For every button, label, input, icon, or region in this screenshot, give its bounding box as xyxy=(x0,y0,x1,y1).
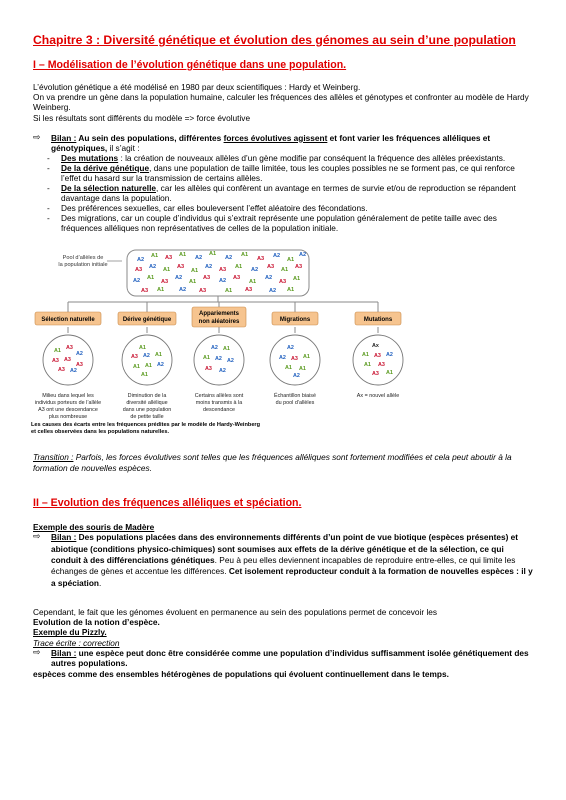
allele-label: A1 xyxy=(163,267,171,274)
list-item: - Des migrations, car un couple d’individus qui s’extrait représente une population généralement de petite taille avec des fréquences alléliques non représentatives de celles de la population initiale. xyxy=(47,213,533,233)
allele-label: A1 xyxy=(179,252,187,259)
allele-label: A3 xyxy=(58,367,65,374)
paragraph-species: Cependant, le fait que les génomes évoluent en permanence au sein des populations permet de concevoir les xyxy=(33,606,438,617)
allele-label: A3 xyxy=(372,371,379,378)
pool-label: Pool d’allèles de xyxy=(62,255,104,262)
intro-line: L’évolution génétique a été modélisé en 1980 par deux scientifiques : Hardy et Weinberg. xyxy=(33,82,361,92)
allele-label: A1 xyxy=(287,257,295,264)
allele-label: A2 xyxy=(143,353,150,360)
allele-label: A1 xyxy=(299,366,306,373)
caption-line: moins transmis à la xyxy=(195,400,243,407)
allele-label: A1 xyxy=(209,251,217,258)
bilan-2: ⇨ Bilan : Des populations placées dans des environnements différents d’un point de vue biotique (espèces présentes) et abiotique (conditions physico-chimiques) sont soumises aux effets de la dérive génétique et de la sélection, ce qui conduit à des différenciations génétiques. Peu à peu elles deviennent incapables de reproduire entre-elles, ce qui limite les échanges de gènes et accentue les différences. Cet isolement reproducteur conduit à la formation de nouvelles espèces : il y a spéciation. xyxy=(33,531,533,588)
allele-label: A2 xyxy=(76,351,83,358)
allele-label: A2 xyxy=(205,264,213,271)
arrow-right-icon: ⇨ xyxy=(33,131,41,142)
allele-label: A1 xyxy=(189,279,197,286)
allele-label: A1 xyxy=(157,287,165,294)
allele-label: A3 xyxy=(52,358,59,365)
evolution-forces-figure xyxy=(29,247,533,440)
allele-label: A2 xyxy=(195,255,203,262)
allele-label: A2 xyxy=(386,352,393,359)
allele-label: A3 xyxy=(161,279,169,286)
intro-line: On va prendre un gène dans la population humaine, calculer les fréquences des allèles et génotypes et confronter au modèle de Hardy Weinberg. xyxy=(33,92,529,113)
paragraph-species-bold: Evolution de la notion d’espèce. xyxy=(33,617,160,628)
pool-label: la population initiale xyxy=(58,262,108,269)
allele-label: A2 xyxy=(211,345,218,352)
allele-label: A3 xyxy=(141,288,149,295)
allele-label: A2 xyxy=(133,278,141,285)
allele-label: A1 xyxy=(147,275,155,282)
list-item: - De la sélection naturelle, car les allèles qui confèrent un avantage en termes de survie et/ou de reproduction se répandent davantage dans la population. xyxy=(47,183,533,203)
allele-label: A3 xyxy=(374,353,381,360)
chapter-title: Chapitre 3 : Diversité génétique et évolution des génomes au sein d’une population xyxy=(33,33,516,47)
allele-label: A1 xyxy=(225,288,233,295)
allele-label: A3 xyxy=(205,366,212,373)
allele-label: A3 xyxy=(291,356,298,363)
allele-label: A1 xyxy=(141,372,148,379)
trace-ecrite: Trace écrite : correction xyxy=(33,637,120,648)
allele-label: A3 xyxy=(233,275,241,282)
allele-label: A1 xyxy=(362,352,369,359)
allele-label: A2 xyxy=(269,288,277,295)
figure-footnote: Les causes des écarts entre les fréquences prédites par le modèle de Hardy-Weinberg xyxy=(31,422,261,429)
document-page xyxy=(33,33,533,679)
evolutive-forces-list xyxy=(33,153,533,233)
allele-label: A3 xyxy=(76,362,83,369)
bilan-1: ⇨ Bilan : Au sein des populations, différentes forces évolutives agissent et font varier les fréquences alléliques et génotypiques, il s’agit : xyxy=(33,131,491,154)
allele-label: A2 xyxy=(299,252,307,259)
arrow-right-icon: ⇨ xyxy=(33,531,41,542)
allele-label: A1 xyxy=(241,252,249,259)
caption-line: plus nombreuse xyxy=(48,414,88,421)
allele-label: A2 xyxy=(70,368,77,375)
force-label-mating: non aléatoires xyxy=(198,319,240,326)
list-item: - De la dérive génétique, dans une population de taille limitée, tous les couples possibles ne se forment pas, ce qui renforce l’effet du hasard sur la transmission de certains allèles. xyxy=(47,163,533,183)
allele-label: A2 xyxy=(287,345,294,352)
allele-label: A1 xyxy=(285,365,292,372)
intro-line: Si les résultats sont différents du modèle => force évolutive xyxy=(33,112,251,123)
allele-label: A1 xyxy=(139,345,146,352)
caption-line: descendance xyxy=(202,407,236,414)
allele-label: A1 xyxy=(235,264,243,271)
allele-label: A2 xyxy=(251,267,259,274)
example-pizzly: Exemple du Pizzly. xyxy=(33,627,107,638)
allele-label: A3 xyxy=(279,279,287,286)
captions xyxy=(35,392,399,420)
allele-label: A2 xyxy=(293,373,300,380)
allele-label: A1 xyxy=(364,362,371,369)
allele-label: A2 xyxy=(175,275,183,282)
allele-label: A2 xyxy=(225,255,233,262)
allele-label: A3 xyxy=(257,256,265,263)
force-label-mating: Appariements xyxy=(198,311,240,318)
allele-label: A2 xyxy=(227,358,234,365)
allele-label: Ax xyxy=(372,343,379,350)
caption-line: individus porteurs de l’allèle xyxy=(34,400,102,407)
force-label-selection: Sélection naturelle xyxy=(41,317,95,324)
section-2-heading: II – Evolution des fréquences alléliques et spéciation. xyxy=(33,497,302,510)
caption-line: dans une population xyxy=(122,407,172,414)
allele-label: A1 xyxy=(203,355,210,362)
allele-label: A2 xyxy=(219,368,226,375)
result-circles xyxy=(43,335,403,385)
final-line: espèces comme des ensembles hétérogènes de populations qui évoluent continuellement dans le temps. xyxy=(33,669,449,680)
example-madeira: Exemple des souris de Madère xyxy=(33,522,155,533)
allele-label: A1 xyxy=(191,268,199,275)
section-1-intro xyxy=(33,82,533,123)
force-label-mutations: Mutations xyxy=(363,317,393,324)
list-item: - Des mutations : la création de nouveaux allèles d’un gène modifie par conséquent la fréquence des allèles préexistants. xyxy=(47,153,533,163)
allele-label: A3 xyxy=(177,264,185,271)
caption-line: Échantillon biaisé xyxy=(274,393,316,400)
force-label-drift: Dérive génétique xyxy=(122,317,172,324)
caption-line: Diminution de la xyxy=(127,393,167,400)
allele-label: A3 xyxy=(219,267,227,274)
caption-line: Certains allèles sont xyxy=(194,393,244,400)
caption-line: A3 ont une descendance xyxy=(38,407,98,414)
allele-label: A2 xyxy=(279,355,286,362)
caption-line: du pool d’allèles xyxy=(275,400,315,407)
allele-label: A2 xyxy=(273,253,281,260)
allele-label: A2 xyxy=(265,275,273,282)
allele-label: A1 xyxy=(293,276,301,283)
allele-label: A3 xyxy=(245,287,253,294)
allele-label: A3 xyxy=(131,354,138,361)
allele-label: A1 xyxy=(303,354,310,361)
allele-label: A1 xyxy=(223,346,230,353)
allele-label: A1 xyxy=(133,364,140,371)
allele-label: A1 xyxy=(281,267,289,274)
allele-label: A1 xyxy=(151,253,159,260)
caption-line: de petite taille xyxy=(130,414,164,421)
allele-label: A3 xyxy=(267,264,275,271)
transition-text: Transition : Parfois, les forces évolutives sont telles que les fréquences alléliques sont fortement modifiées et cela peut aboutir à la formation de nouvelles espèces. xyxy=(33,452,512,474)
allele-label: A3 xyxy=(378,362,385,369)
caption-line: diversité allélique xyxy=(126,400,168,407)
allele-label: A3 xyxy=(165,255,173,262)
allele-label: A2 xyxy=(137,257,145,264)
allele-label: A2 xyxy=(219,278,227,285)
allele-label: A1 xyxy=(155,352,162,359)
allele-label: A1 xyxy=(145,363,152,370)
allele-label: A1 xyxy=(54,348,61,355)
allele-label: A3 xyxy=(203,275,211,282)
allele-label: A1 xyxy=(249,279,257,286)
allele-label: A3 xyxy=(66,345,73,352)
allele-label: A2 xyxy=(179,287,187,294)
allele-label: A3 xyxy=(199,288,207,295)
allele-label: A2 xyxy=(215,356,222,363)
caption-line: Milieu dans lequel les xyxy=(42,393,94,400)
allele-label: A3 xyxy=(135,267,143,274)
bilan-label: Bilan : xyxy=(51,132,77,143)
force-label-migrations: Migrations xyxy=(279,317,311,324)
forces-diagram xyxy=(29,247,499,435)
allele-label: A1 xyxy=(287,287,295,294)
allele-label: A2 xyxy=(157,362,164,369)
figure-footnote: et celles observées dans les populations naturelles. xyxy=(31,429,170,436)
arrow-right-icon: ⇨ xyxy=(33,646,41,657)
section-1-heading: I – Modélisation de l’évolution génétique dans une population. xyxy=(33,59,347,71)
allele-label: A1 xyxy=(386,370,393,377)
caption-line: Ax = nouvel allèle xyxy=(356,393,400,400)
bilan-3: ⇨ Bilan : une espèce peut donc être considérée comme une population d’individus suffisamment isolée génétiquement des autres populations. xyxy=(33,646,529,668)
list-item: - Des préférences sexuelles, car elles bouleversent l’effet aléatoire des fécondations. xyxy=(47,203,533,213)
allele-label: A3 xyxy=(295,264,303,271)
allele-label: A2 xyxy=(149,264,157,271)
allele-label: A3 xyxy=(64,357,71,364)
